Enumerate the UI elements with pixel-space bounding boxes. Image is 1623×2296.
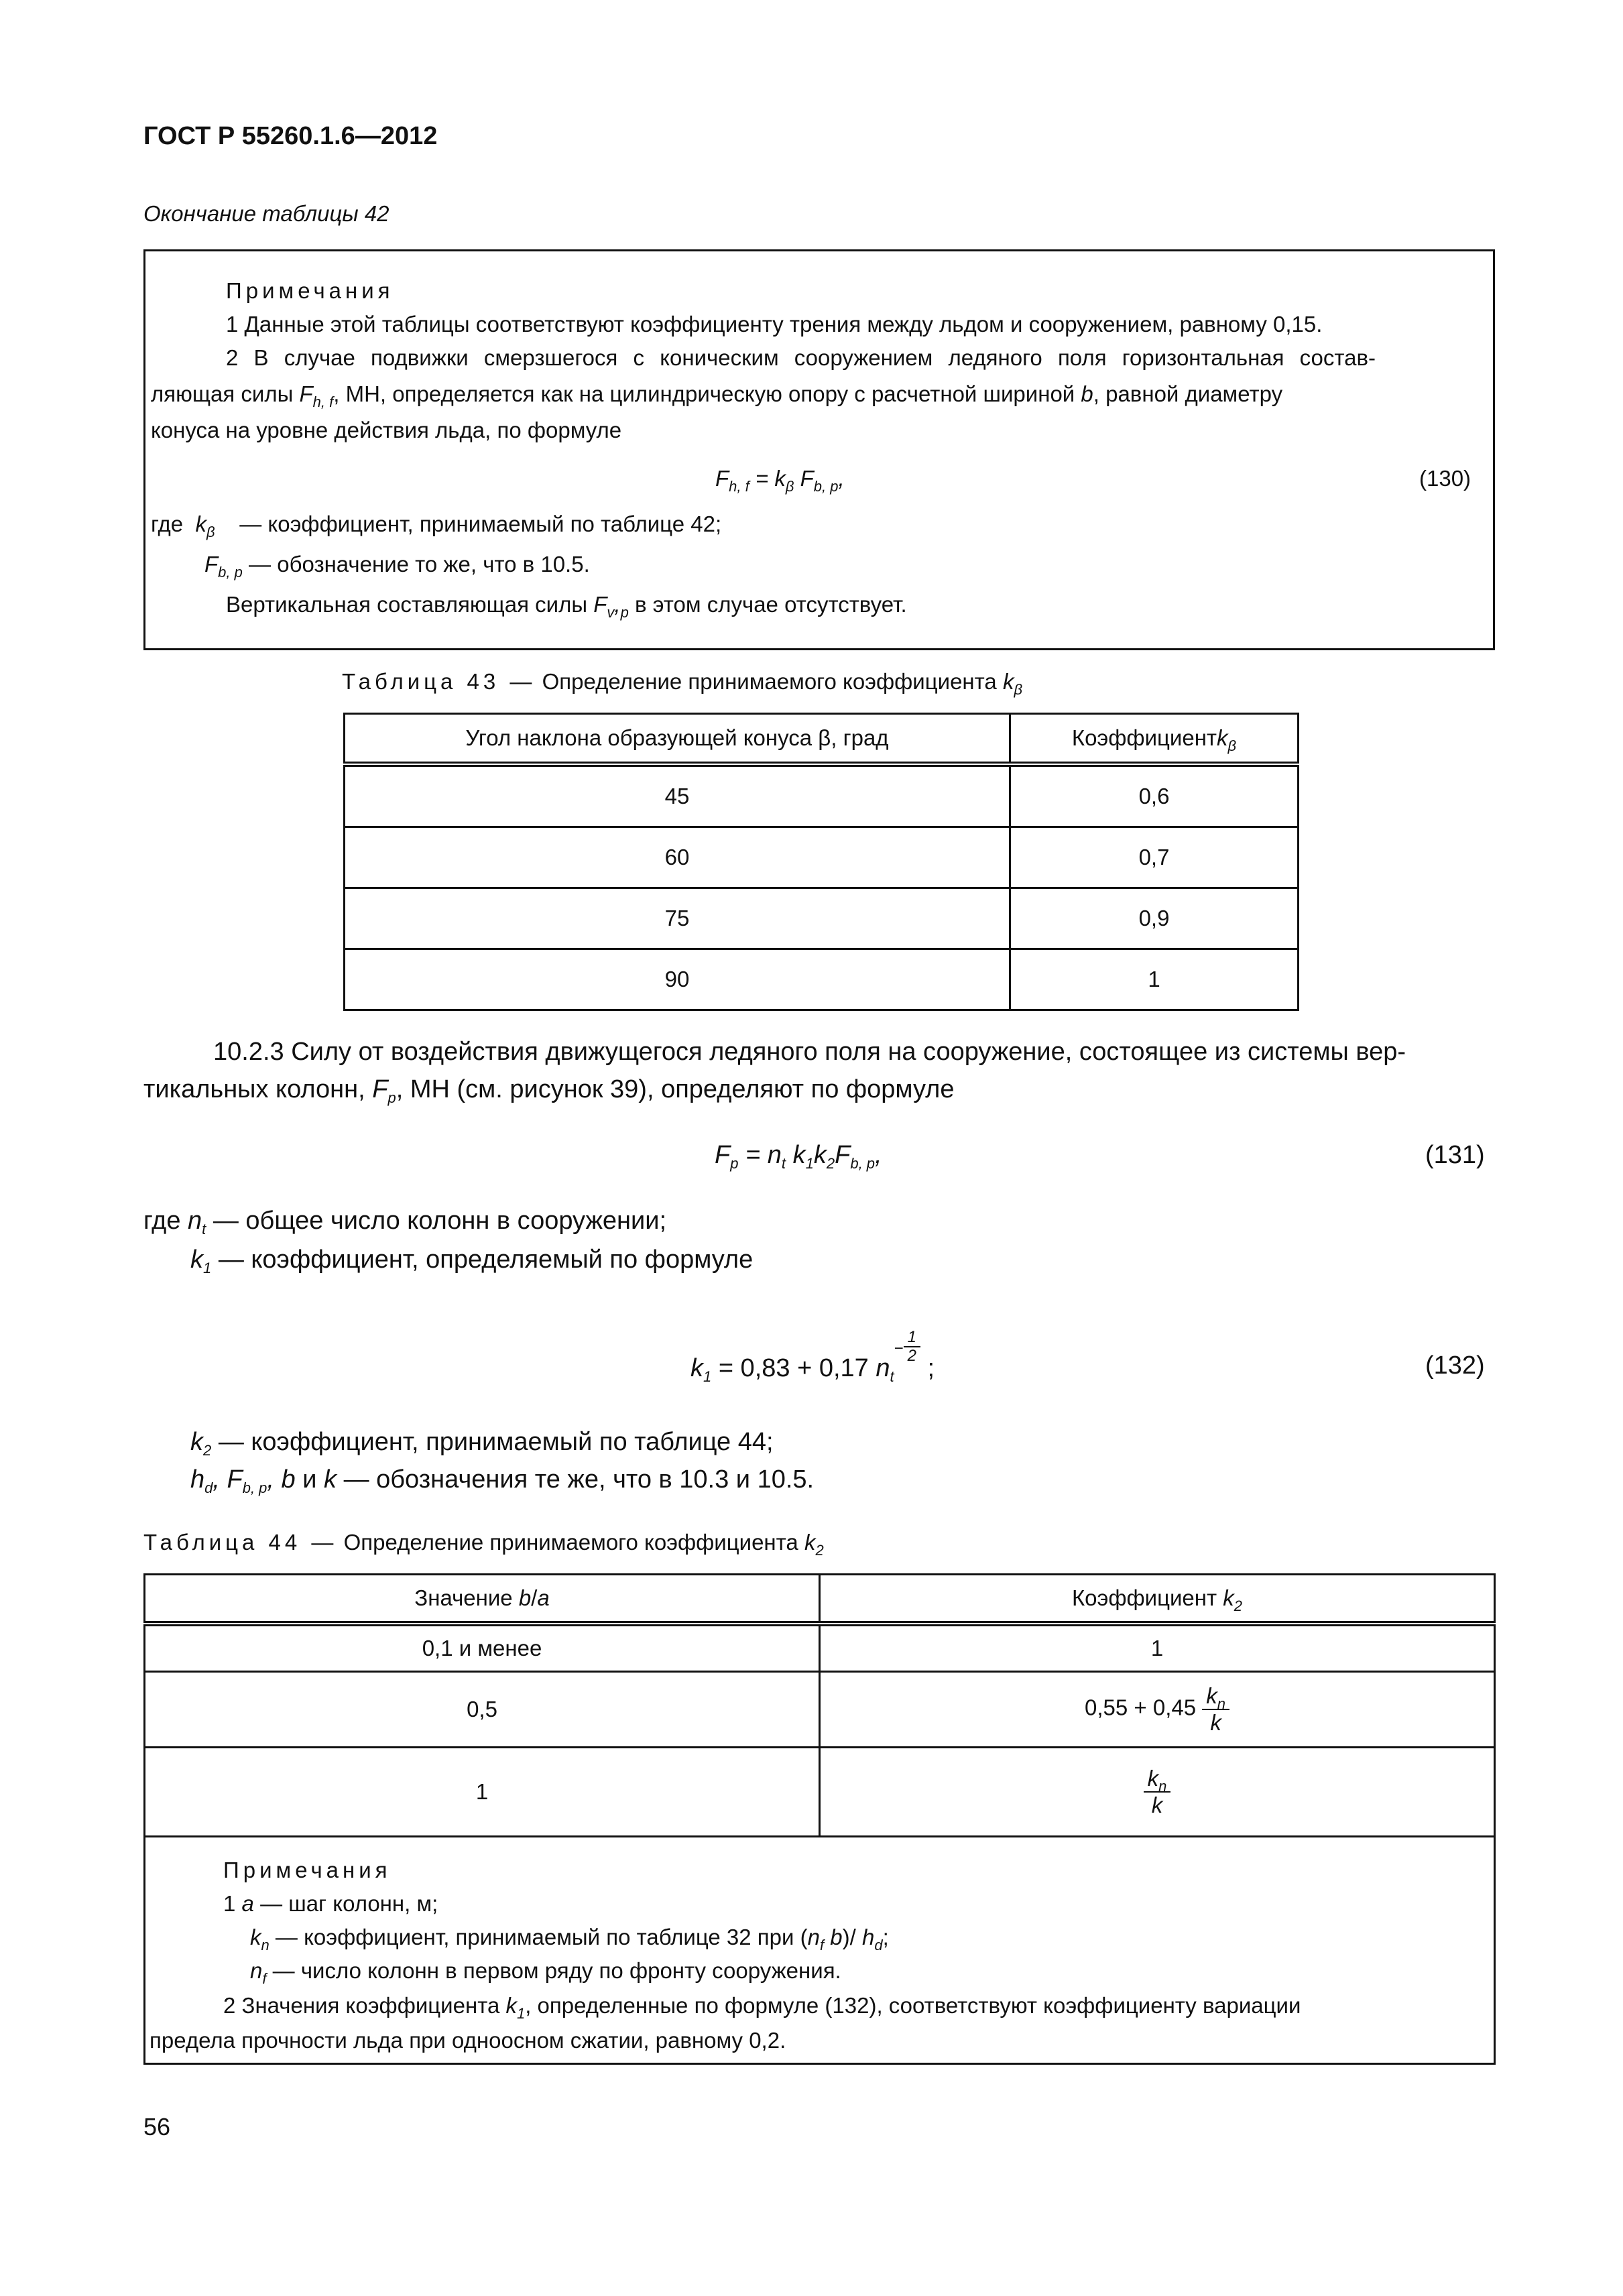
table-continuation-caption: Окончание таблицы 42 <box>143 201 389 226</box>
table43-caption: Таблица 43 — Определение принимаемого коэффициента $k_\beta$ <box>342 669 1023 698</box>
formula-130: $F_{h, f} = k_\beta$ $F_{b, p}$, <box>715 466 845 495</box>
table43 <box>343 713 1299 1011</box>
where-k1: $k_1$ — коэффициент, определяемый по формуле <box>190 1246 754 1276</box>
table43-header-coef: Коэффициентk$_\beta$ <box>1010 714 1299 765</box>
where-k2: $k_2$ — коэффициент, принимаемый по таблице 44; <box>190 1428 774 1459</box>
table44-header-coef: Коэффициент $k_2$ <box>820 1575 1495 1624</box>
table44-note-1b: $k_n$ — коэффициент, принимаемый по таблице 32 при ($n_f$ b)/ $h_d$; <box>250 1925 889 1953</box>
table-row: 0,5 0,55 + 0,45 $\frac{k_n}{k}$ <box>145 1672 1495 1748</box>
formula-130-number: (130) <box>1419 466 1471 491</box>
table-row: 75 0,9 <box>345 888 1299 949</box>
table44-notes-title: Примечания <box>223 1858 392 1882</box>
table-row: 0,1 и менее 1 <box>145 1624 1495 1672</box>
table44-note-2-line1: 2 Значения коэффициента $k_1$, определенные по формуле (132), соответствуют коэффициенту вариации <box>223 1993 1301 2022</box>
table44-caption: Таблица 44 — Определение принимаемого коэффициента $k_2$ <box>143 1530 824 1559</box>
page-number: 56 <box>143 2113 171 2140</box>
where-fbp: $F_{b, p}$ — обозначение то же, что в 10.5. <box>204 552 590 581</box>
note-2-line2: ляющая силы $F_{h, f}$, МН, определяется как на цилиндрическую опору с расчетной шириной b, равной диаметру <box>151 381 1283 410</box>
table44-note-1c: $n_f$ — число колонн в первом ряду по фронту сооружения. <box>250 1958 841 1987</box>
formula-132: $k_1 = 0,83 + 0,17$ $n_t^-$ $\frac{1}{2}$ ; <box>690 1328 935 1386</box>
table-row: 1 $\frac{k_n}{k}$ <box>145 1748 1495 1837</box>
document-code: ГОСТ Р 55260.1.6—2012 <box>143 122 438 150</box>
table43-header-angle: Угол наклона образующей конуса β, град <box>345 714 1010 765</box>
table44 <box>143 1573 1496 2065</box>
where-kbeta: где $k_\beta$ — коэффициент, принимаемый по таблице 42; <box>151 511 722 540</box>
table-row: 45 0,6 <box>345 764 1299 827</box>
table44-header-ratio: Значение b/a <box>145 1575 820 1624</box>
note-vertical: Вертикальная составляющая силы $F_v,_p$ в этом случае отсутствует. <box>226 592 907 621</box>
where-hd: $h_d$, $F_{b, p}$, b и k — обозначения те же, что в 10.3 и 10.5. <box>190 1465 815 1496</box>
table-row: 90 1 <box>345 949 1299 1010</box>
note-2-line3: конуса на уровне действия льда, по формуле <box>151 418 622 442</box>
note-1: 1 Данные этой таблицы соответствуют коэффициенту трения между льдом и сооружением, равному 0,15. <box>226 312 1323 337</box>
table44-notes-row <box>145 1837 1495 2064</box>
para-10-2-3-line2: тикальных колонн, $F_p$, МН (см. рисунок 39), определяют по формуле <box>143 1075 955 1106</box>
table44-note-2-line2: предела прочности льда при одноосном сжатии, равному 0,2. <box>149 2028 786 2053</box>
formula-132-number: (132) <box>1425 1351 1485 1380</box>
para-10-2-3-line1: 10.2.3 Силу от воздействия движущегося ледяного поля на сооружение, состоящее из системы вер- <box>213 1038 1406 1066</box>
formula-131: $F_p = n_t$ $k_1k_2F_{b, p}$, <box>715 1141 882 1172</box>
note-2-line1: 2 В случае подвижки смерзшегося с коническим сооружением ледяного поля горизонтальная состав- <box>226 345 1376 370</box>
table44-note-1a: 1 a — шаг колонн, м; <box>223 1891 438 1916</box>
table42-notes-box <box>143 249 1495 650</box>
notes-title: Примечания <box>226 278 394 303</box>
where-nt: где $n_t$ — общее число колонн в сооружении; <box>143 1207 667 1237</box>
table-row: 60 0,7 <box>345 827 1299 888</box>
formula-131-number: (131) <box>1425 1141 1485 1169</box>
